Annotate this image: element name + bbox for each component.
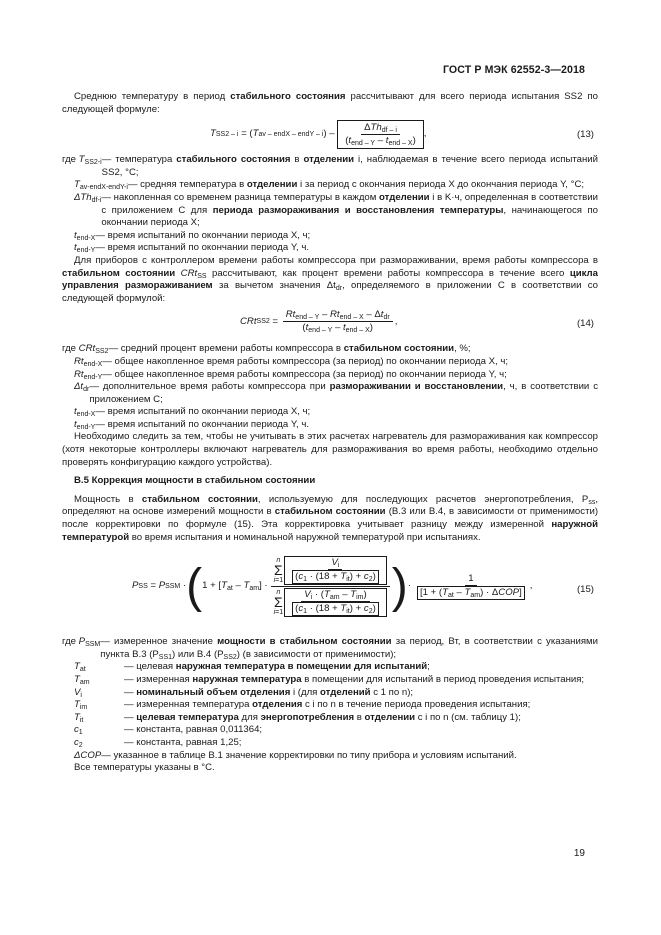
page-number: 19 xyxy=(573,848,585,859)
equation-14 xyxy=(62,307,598,341)
equation-15-formula: P SS = P SSM · ( $1 + [T_{at} - T_{am}]$ · n Σ i=1 $\frac{V_i}{(c_1 \cdot (18 + T_{it}) + c_2)}$ n Σ i=1 $\frac{V_i \cdot (T_{am} - T_{im})}{(c_1 \cdot (18 + T_{it}) + c_2)}$ ) · $\frac{1}{[1 + (T_{at} - T_{am}) \cdot \Delta COP]}$ , xyxy=(132,557,533,617)
definition-item: $\Delta t_{dr}$ — дополнительное время работы компрессора при размораживании и восстановлении, ч, в соответствии с приложением C; xyxy=(74,381,598,405)
definition-item: $T_{av-endX-endY-i}$ — средняя температура в отделении i за период с окончания периода X до окончания периода Y, °C; xyxy=(74,179,585,192)
definition-item: $c_2$ — константа, равная 1,25; xyxy=(74,736,242,749)
definition-item: $T_{am}$ — измеренная наружная температура в помещении для испытаний в период проведения испытания; xyxy=(74,674,585,686)
section-heading-b5: B.5 Коррекция мощности в стабильном состоянии xyxy=(74,475,316,487)
equation-number: (13) xyxy=(576,129,594,141)
definition-item: $V_i$ — номинальный объем отделения i (для отделений с 1 по n); xyxy=(74,686,414,699)
equation-14-formula: CRt SS2 = $\frac{Rt_{end - Y} - Rt_{end - X} - \Delta t_{dr}}{(t_{end - Y} - t_{end - X})}$ , xyxy=(240,309,398,335)
definition-item: $Rt_{end-Y}$ — общее накопленное время работы компрессора (за период) по окончании периода Y, ч; xyxy=(74,368,507,381)
definition-item: ΔTh$_{df-i}$ — накопленная со временем разница температуры в каждом отделении i в K·ч, определенная в соответствии с приложением C для периода размораживания и восстановления температуры, начинающегося по окончании периода X; xyxy=(74,191,598,229)
paragraph-1: Среднюю температуру в период стабильного состояния рассчитывают для всего периода испытания SS2 по следующей формуле: xyxy=(62,91,598,115)
definition-item: $t_{end-X}$ — время испытаний по окончании периода X, ч; xyxy=(74,406,311,419)
definition-item: $t_{end-X}$ — время испытаний по окончании периода X, ч; xyxy=(74,229,311,242)
definition-item: $c_1$ — константа, равная 0,011364; xyxy=(74,724,263,737)
paragraph-2: Для приборов с контроллером времени работы компрессора при размораживании, время работы компрессора в стабильном состоянии CRt$_{SS}$ рассчитывают, как процент времени работы компрессора в течение всего цикла управления размораживанием за вычетом значения $\Delta t_{dr}$, определяемого в приложении C в соответствии со следующей формулой: xyxy=(62,254,599,304)
definition-item: ΔCOP — указанное в таблице B.1 значение корректировки по типу прибора и условиям испытаний. xyxy=(74,749,517,761)
definition-item: $T_{it}$ — целевая температура для энергопотребления в отделении с i по n (см. таблицу 1); xyxy=(74,711,521,724)
definition-item: $T_{im}$ — измеренная температура отделения с i по n в течение периода проведения испытания; xyxy=(74,699,531,712)
equation-13 xyxy=(62,118,598,152)
definition-item: $T_{at}$ — целевая наружная температура в помещении для испытаний; xyxy=(74,661,430,674)
equation-13-formula: T SS2 – i = ( T av – endX – endY – i ) – $\frac{\Delta Th_{df - i}}{(t_{end - Y} - t_{end - X})}$ , xyxy=(210,122,427,148)
equation-number: (15) xyxy=(576,584,594,596)
definition-item: $t_{end-Y}$ — время испытаний по окончании периода Y, ч. xyxy=(74,242,309,255)
definition-item: где CRt$_{SS2}$ — средний процент времени работы компрессора в стабильном состоянии, %; xyxy=(62,343,471,356)
definition-item: где $P_{SSM}$ — измеренное значение мощности в стабильном состоянии за период, Вт, в соответствии с указаниями пункта B.3 $(P_{SS1})$ или B.4 $(P_{SS2})$ (в зависимости от применимости); xyxy=(62,636,598,661)
paragraph-4: Мощность в стабильном состоянии, используемую для последующих расчетов энергопотребления, $P_{ss}$, определяют на основе измерений мощности в стабильном состоянии (B.3 или B.4, в зависимости от применимости) после корректировки по формуле (15). Эта корректировка учитывает разницу между измеренной наружной температурой во время испытания и номинальной наружной температурой при испытаниях. xyxy=(62,493,599,543)
equation-15 xyxy=(62,550,598,632)
definition-item: $t_{end-Y}$ — время испытаний по окончании периода Y, ч. xyxy=(74,418,309,431)
document-code-header: ГОСТ Р МЭК 62552-3—2018 xyxy=(442,64,585,76)
equation-number: (14) xyxy=(576,318,594,330)
definition-item: где $T_{SS2-i}$ — температура стабильного состояния в отделении i, наблюдаемая в течение всего периода испытаний SS2, °C; xyxy=(62,154,598,178)
paragraph-3: Необходимо следить за тем, чтобы не учитывать в этих расчетах нагреватель для размораживания как компрессор (хотя некоторые контроллеры включают нагреватель для размораживания во время работы, необходимо отдельно проверять конфигурацию каждого устройства). xyxy=(62,431,598,468)
definition-item: $Rt_{end-X}$ — общее накопленное время работы компрессора (за период) по окончании периода X, ч; xyxy=(74,355,509,368)
paragraph-5: Все температуры указаны в °C. xyxy=(74,762,215,774)
document-body xyxy=(62,91,598,775)
